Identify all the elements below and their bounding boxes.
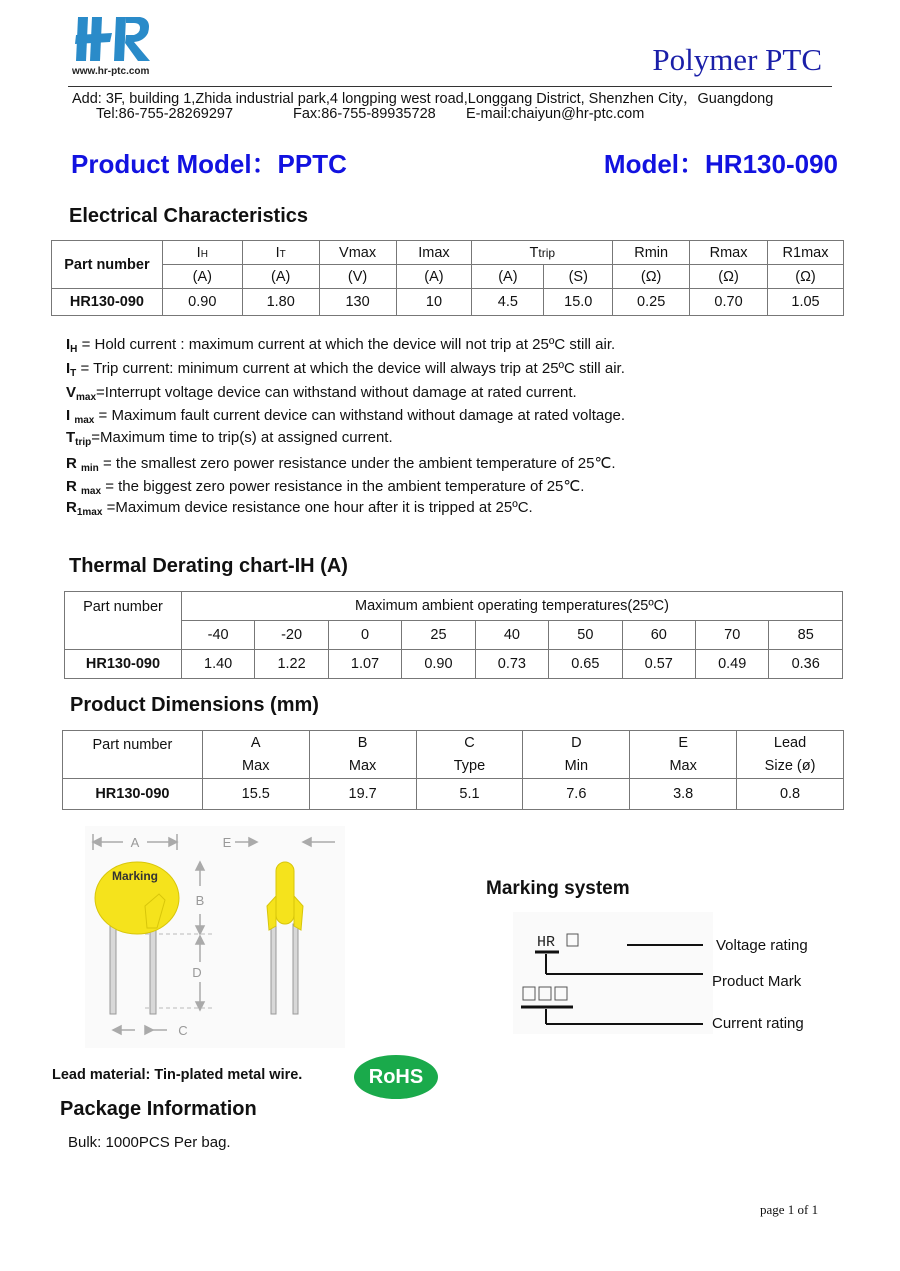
ttrip-s-value: 15.0 [544,289,613,316]
label-c: C [178,1023,188,1038]
temperature-cell: 50 [549,621,622,650]
dimension-value: 0.8 [737,779,844,810]
definition-ttrip: $T_{trip}=Maximum$ time to trip(s) at assigned current. [66,429,393,448]
thermal-table [64,591,843,679]
it-header: IT [242,241,319,265]
table-row [65,650,843,679]
website-url: www.hr-ptc.com [72,66,150,77]
table-row [63,779,844,810]
definition-ih: $I_H$ = Hold current : maximum current at which the device will not trip at 25ºC still air. [66,336,616,355]
marking-system-diagram [513,912,713,1034]
definition-rmax: R $_{max}$ = the biggest zero power resistance in the ambient temperature of 25℃. [66,478,585,497]
electrical-table [51,240,844,316]
imax-unit: (A) [396,265,472,289]
derating-value: 0.90 [402,650,475,679]
company-address: Add: 3F, building 1,Zhida industrial park,4 longping west road,Longgang District, Shenzhen City，Guangdong [72,91,774,107]
package-text: Bulk: 1000PCS Per bag. [68,1134,231,1151]
model-heading: Model：HR130-090 [603,149,838,179]
electrical-characteristics-title: Electrical Characteristics [69,205,309,227]
fax: Fax:86-755-89935728 [293,106,436,122]
ttrip-a-unit: (A) [472,265,544,289]
dimension-c-header: C Type [416,731,523,779]
ih-unit: (A) [162,265,242,289]
label-a: A [130,835,140,850]
hr-mark-text: HR [537,934,556,951]
dimension-value: 15.5 [202,779,309,810]
r1max-value: 1.05 [768,289,844,316]
rmin-unit: (Ω) [613,265,690,289]
marking-system-title: Marking system [486,878,630,899]
temperature-cell: -20 [255,621,328,650]
product-mark-label: Product Mark [712,973,802,990]
temperature-span-header: Maximum ambient operating temperatures(25ºC) [181,592,842,621]
label-d: D [192,965,202,980]
part-number-cell: HR130-090 [63,779,203,810]
definition-vmax: $V_{max}=Interrupt$ voltage device can withstand without damage at rated current. [66,384,577,403]
temperature-cell: 40 [475,621,548,650]
part-number-cell: HR130-090 [52,289,163,316]
dimensions-title: Product Dimensions (mm) [70,694,319,716]
dimension-e-header: E Max [630,731,737,779]
rmax-header: Rmax [690,241,768,265]
definition-imax: I $_{max}$ = Maximum fault current device can withstand without damage at rated voltage. [66,407,626,426]
rmin-value: 0.25 [613,289,690,316]
dimension-value: 3.8 [630,779,737,810]
definition-r1max: $R_{1max}$ =Maximum device resistance one hour after it is tripped at 25ºC. [66,499,533,518]
vmax-unit: (V) [319,265,396,289]
part-number-header: Part number [63,731,203,779]
part-number-cell: HR130-090 [65,650,182,679]
derating-value: 1.40 [181,650,254,679]
dimension-value: 19.7 [309,779,416,810]
table-row [52,289,844,316]
ttrip-header: Ttrip [472,241,613,265]
ttrip-a-value: 4.5 [472,289,544,316]
lead-material-text: Lead material: Tin-plated metal wire. [52,1067,303,1083]
vmax-header: Vmax [319,241,396,265]
temperature-cell: 0 [328,621,401,650]
temperature-cell: 25 [402,621,475,650]
definition-rmin: R $_{min}$ = the smallest zero power resistance under the ambient temperature of 25℃. [66,455,616,474]
temperature-cell: 70 [695,621,768,650]
dimension-b-header: B Max [309,731,416,779]
imax-value: 10 [396,289,472,316]
thermal-derating-title: Thermal Derating chart-IH (A) [69,555,348,577]
current-rating-label: Current rating [712,1015,804,1032]
imax-header: Imax [396,241,472,265]
dimension-value: 7.6 [523,779,630,810]
dimensions-table [62,730,844,810]
label-e: E [222,835,232,850]
rohs-badge [354,1055,438,1099]
ttrip-s-unit: (S) [544,265,613,289]
derating-value: 0.36 [769,650,843,679]
lead-size-header: Lead Size (ø) [737,731,844,779]
dimension-d-header: D Min [523,731,630,779]
telephone: Tel:86-755-28269297 [96,106,234,122]
derating-value: 0.73 [475,650,548,679]
email: E-mail:chaiyun@hr-ptc.com [466,106,645,122]
document-title: Polymer PTC [652,42,822,77]
dimension-a-header: A Max [202,731,309,779]
definition-it: $I_T$ = Trip current: minimum current at which the device will always trip at 25ºC still air. [66,360,625,379]
temperature-row [65,621,843,650]
derating-value: 1.07 [328,650,401,679]
derating-value: 1.22 [255,650,328,679]
ih-header: IH [162,241,242,265]
product-model-heading: Product Model：PPTC [71,149,347,179]
it-unit: (A) [242,265,319,289]
label-b: B [195,893,205,908]
derating-value: 0.49 [695,650,768,679]
temperature-cell: -40 [181,621,254,650]
r1max-unit: (Ω) [768,265,844,289]
page-number: page 1 of 1 [760,1202,819,1217]
rohs-label: RoHS [368,1065,424,1088]
vmax-value: 130 [319,289,396,316]
derating-value: 0.57 [622,650,695,679]
part-number-header: Part number [65,592,182,650]
part-number-header: Part number [52,241,163,289]
rmax-unit: (Ω) [690,265,768,289]
r1max-header: R1max [768,241,844,265]
rmax-value: 0.70 [690,289,768,316]
rmin-header: Rmin [613,241,690,265]
temperature-cell: 85 [769,621,843,650]
dimension-drawing [85,826,345,1048]
dimension-value: 5.1 [416,779,523,810]
temperature-cell: 60 [622,621,695,650]
derating-value: 0.65 [549,650,622,679]
ih-value: 0.90 [162,289,242,316]
marking-label: Marking [111,869,159,883]
package-information-title: Package Information [60,1098,257,1120]
voltage-rating-label: Voltage rating [716,937,808,954]
it-value: 1.80 [242,289,319,316]
